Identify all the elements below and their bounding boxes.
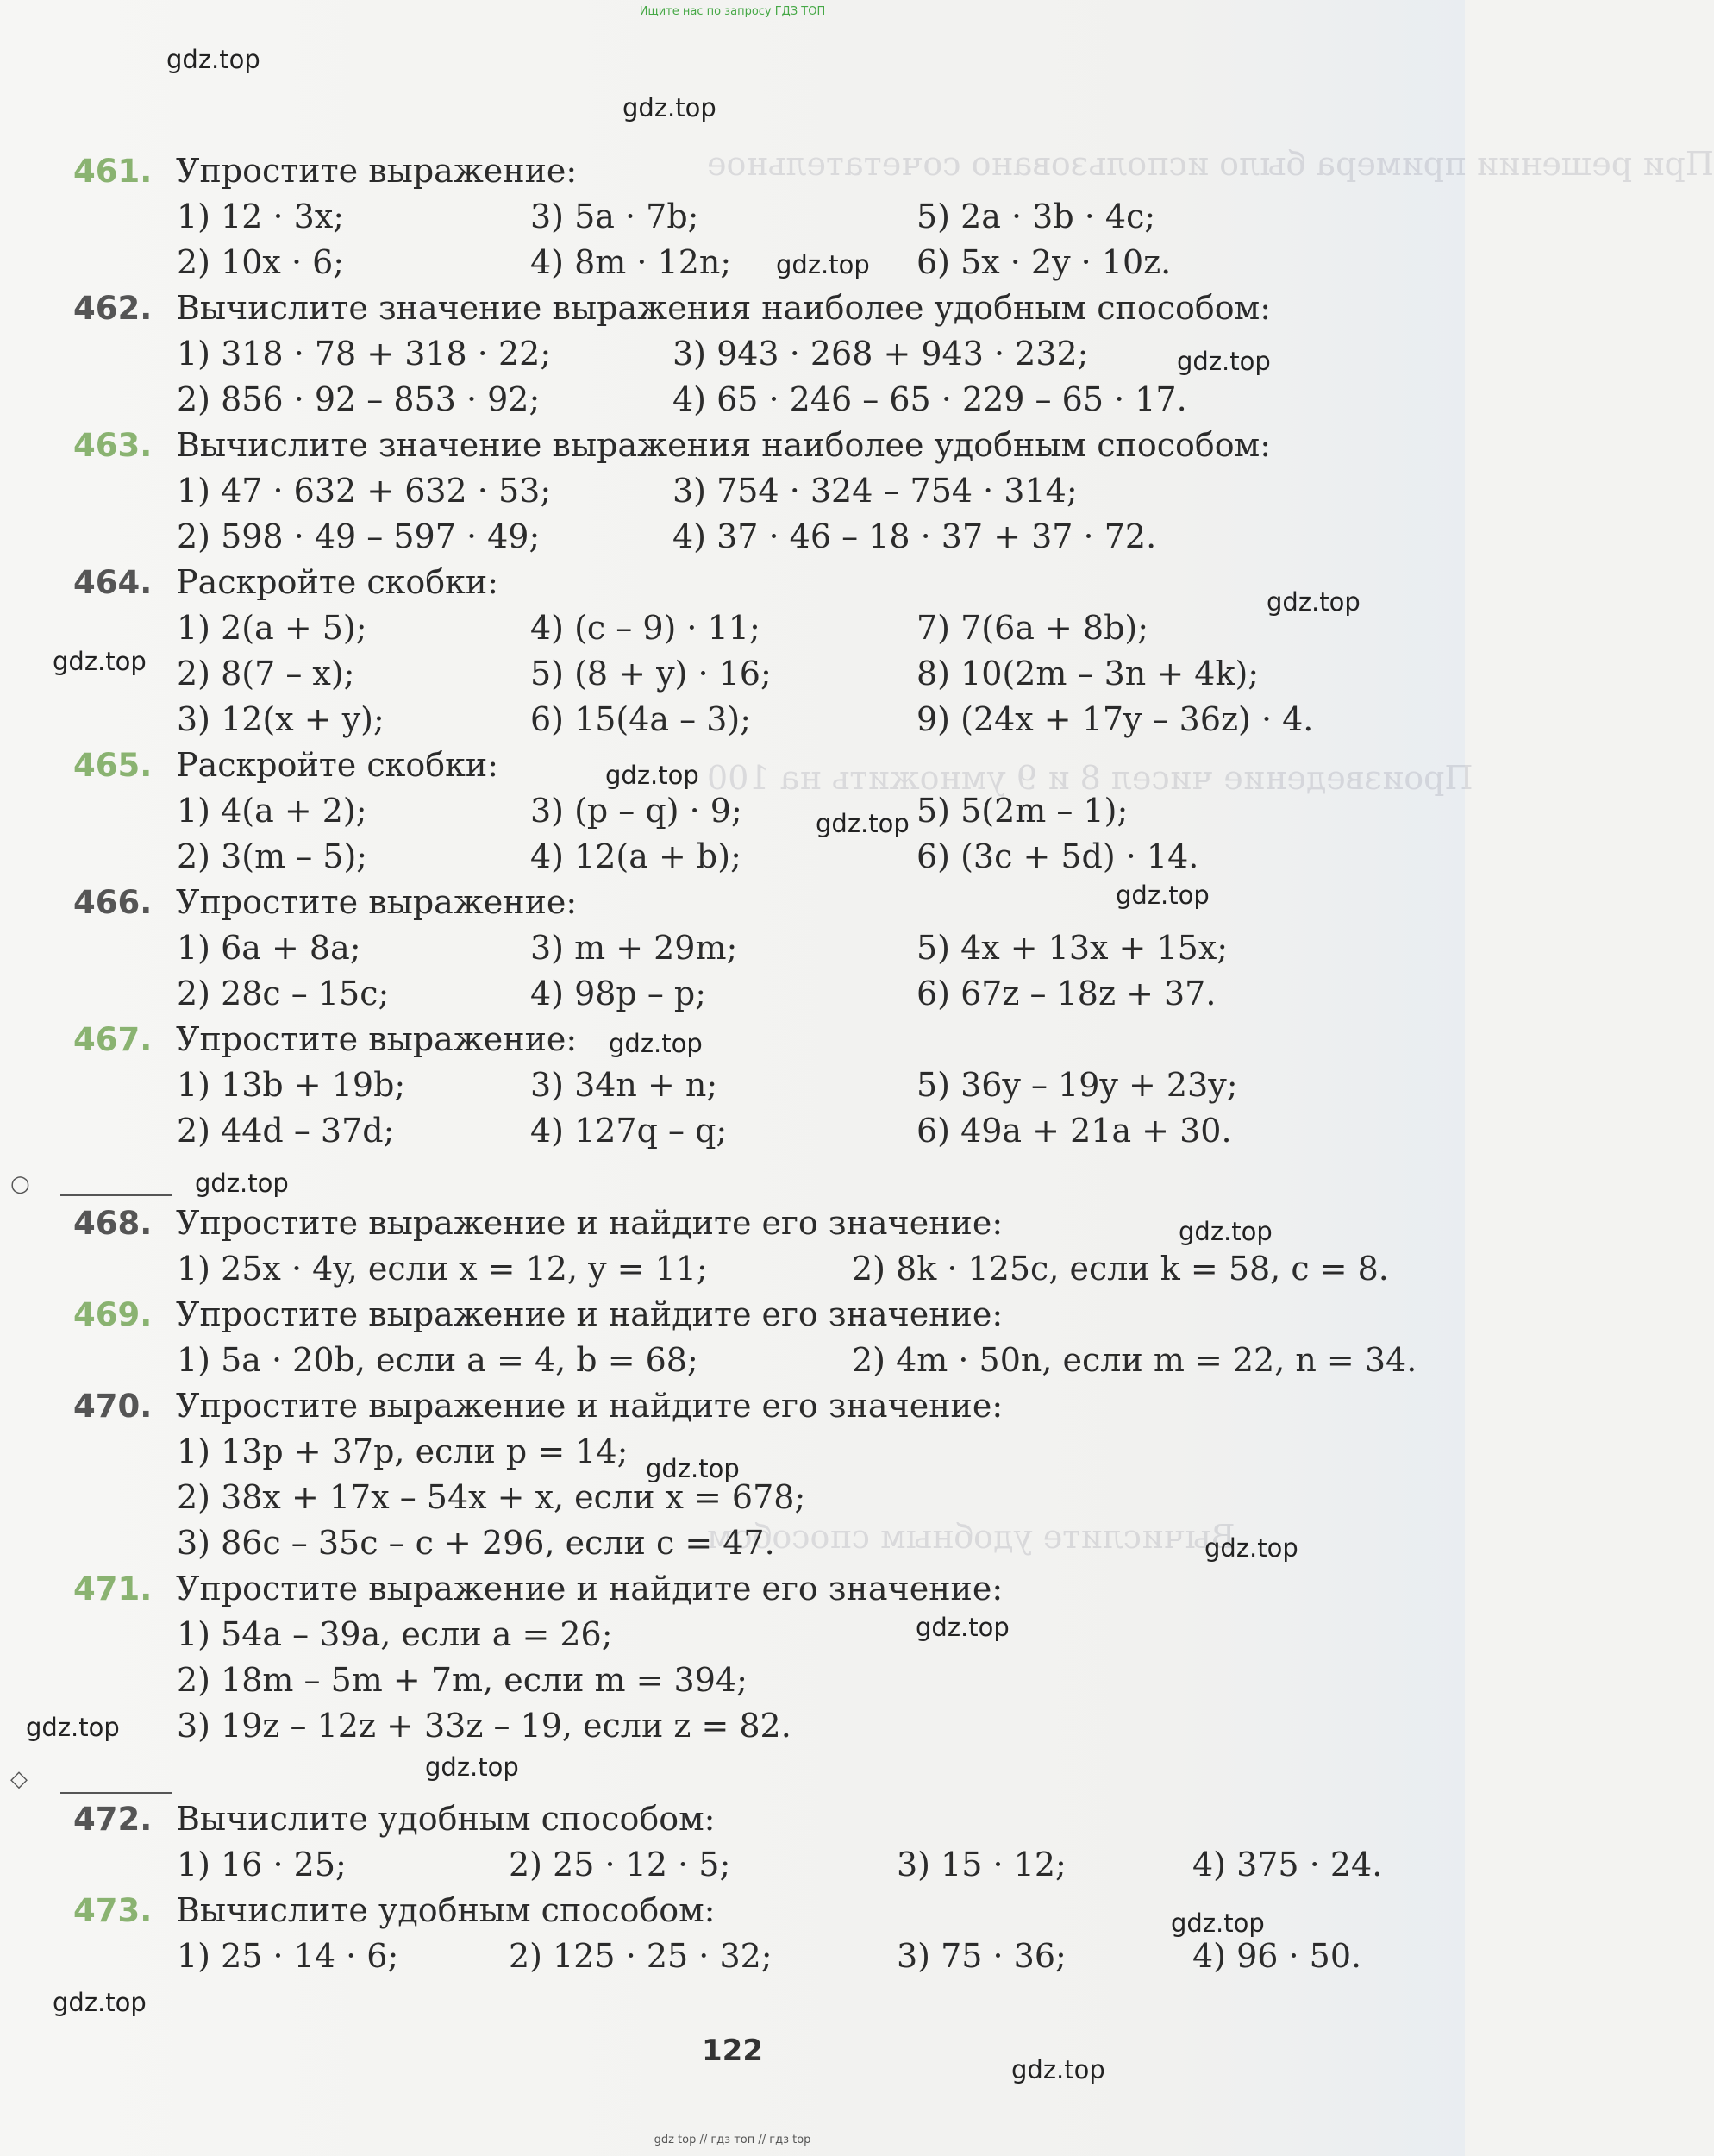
exercise-item: 1) 25 · 14 · 6;	[177, 1937, 399, 1975]
exercise-467	[73, 1020, 577, 1059]
exercise-item: 4) 96 · 50.	[1192, 1937, 1362, 1975]
exercise-item: 1) 12 · 3x;	[177, 197, 345, 235]
exercise-item: 2) 8k · 125c, если k = 58, c = 8.	[852, 1250, 1389, 1288]
watermark: gdz.top	[166, 45, 260, 74]
exercise-number: 466.	[73, 884, 153, 921]
exercise-item: 3) 75 · 36;	[897, 1937, 1067, 1975]
exercise-task: Вычислите удобным способом:	[176, 1800, 716, 1838]
watermark: gdz.top	[1116, 881, 1210, 910]
watermark: gdz.top	[609, 1029, 703, 1058]
watermark: gdz.top	[816, 809, 910, 838]
exercise-item: 5) 36y – 19y + 23y;	[916, 1066, 1238, 1104]
footer-note: gdz top // гдз топ // гдз top	[654, 2134, 811, 2147]
exercise-item: 5) 5(2m – 1);	[916, 792, 1129, 830]
exercise-item: 5) (8 + y) · 16;	[530, 655, 772, 693]
margin-divider	[60, 1792, 172, 1794]
exercise-item: 3) 15 · 12;	[897, 1846, 1067, 1883]
exercise-item: 1) 318 · 78 + 318 · 22;	[177, 335, 552, 373]
watermark: gdz.top	[1204, 1533, 1298, 1563]
exercise-468	[73, 1204, 1003, 1243]
exercise-task: Упростите выражение:	[176, 152, 578, 190]
exercise-item: 2) 3(m – 5);	[177, 837, 368, 875]
exercise-item: 1) 25x · 4y, если x = 12, y = 11;	[177, 1250, 708, 1288]
exercise-472	[73, 1800, 715, 1839]
exercise-item: 5) 2a · 3b · 4c;	[916, 197, 1156, 235]
exercise-item: 6) 49a + 21a + 30.	[916, 1112, 1232, 1150]
margin-divider	[60, 1194, 172, 1196]
exercise-item: 4) 127q – q;	[530, 1112, 728, 1150]
exercise-item: 3) 19z – 12z + 33z – 19, если z = 82.	[177, 1707, 791, 1745]
exercise-465	[73, 746, 498, 785]
exercise-item: 6) (3c + 5d) · 14.	[916, 837, 1199, 875]
exercise-item: 2) 18m – 5m + 7m, если m = 394;	[177, 1661, 748, 1699]
exercise-461	[73, 152, 577, 191]
watermark: gdz.top	[646, 1454, 740, 1483]
exercise-item: 6) 5x · 2y · 10z.	[916, 243, 1172, 281]
exercise-item: 4) 375 · 24.	[1192, 1846, 1383, 1883]
exercise-task: Раскройте скобки:	[176, 563, 499, 601]
exercise-item: 2) 125 · 25 · 32;	[509, 1937, 773, 1975]
exercise-number: 464.	[73, 564, 153, 601]
exercise-task: Раскройте скобки:	[176, 746, 499, 784]
exercise-number: 469.	[73, 1296, 153, 1333]
exercise-number: 470.	[73, 1388, 153, 1425]
exercise-task: Упростите выражение:	[176, 1020, 578, 1058]
exercise-item: 4) 65 · 246 – 65 · 229 – 65 · 17.	[672, 380, 1187, 418]
diamond-marker-icon: ◇	[10, 1766, 28, 1792]
exercise-task: Вычислите удобным способом:	[176, 1891, 716, 1929]
bleed-through-text: Произведение чисел 8 и 9 умножить на 100	[707, 759, 1473, 797]
bleed-through-text: Вычислите удобным способом	[707, 1518, 1235, 1556]
watermark: gdz.top	[1177, 347, 1271, 376]
watermark: gdz.top	[26, 1713, 120, 1742]
exercise-number: 467.	[73, 1021, 153, 1058]
exercise-item: 5) 4x + 13x + 15x;	[916, 929, 1229, 967]
exercise-item: 2) 10x · 6;	[177, 243, 345, 281]
exercise-item: 1) 5a · 20b, если a = 4, b = 68;	[177, 1341, 698, 1379]
exercise-item: 4) 8m · 12n;	[530, 243, 732, 281]
exercise-471	[73, 1570, 1003, 1608]
exercise-number: 468.	[73, 1205, 153, 1242]
watermark: gdz.top	[425, 1752, 519, 1782]
exercise-item: 3) 34n + n;	[530, 1066, 718, 1104]
exercise-task: Упростите выражение и найдите его значение:	[176, 1204, 1004, 1242]
exercise-item: 4) 37 · 46 – 18 · 37 + 37 · 72.	[672, 517, 1157, 555]
exercise-item: 1) 16 · 25;	[177, 1846, 347, 1883]
watermark: gdz.top	[53, 647, 147, 676]
exercise-item: 6) 15(4a – 3);	[530, 700, 752, 738]
exercise-item: 1) 6a + 8a;	[177, 929, 361, 967]
exercise-item: 3) (p – q) · 9;	[530, 792, 742, 830]
exercise-item: 4) (c – 9) · 11;	[530, 609, 760, 647]
exercise-number: 471.	[73, 1570, 153, 1608]
exercise-item: 1) 4(a + 2);	[177, 792, 367, 830]
exercise-item: 6) 67z – 18z + 37.	[916, 975, 1217, 1012]
watermark: gdz.top	[622, 93, 716, 122]
exercise-number: 463.	[73, 427, 153, 464]
exercise-item: 2) 8(7 – x);	[177, 655, 355, 693]
exercise-item: 3) 5a · 7b;	[530, 197, 699, 235]
exercise-item: 2) 4m · 50n, если m = 22, n = 34.	[852, 1341, 1417, 1379]
exercise-item: 3) m + 29m;	[530, 929, 738, 967]
watermark: gdz.top	[195, 1169, 289, 1198]
exercise-463	[73, 426, 1271, 465]
exercise-item: 8) 10(2m – 3n + 4k);	[916, 655, 1260, 693]
exercise-item: 4) 12(a + b);	[530, 837, 741, 875]
exercise-item: 7) 7(6a + 8b);	[916, 609, 1149, 647]
exercise-task: Упростите выражение:	[176, 883, 578, 921]
exercise-item: 3) 12(x + y);	[177, 700, 385, 738]
exercise-item: 2) 25 · 12 · 5;	[509, 1846, 731, 1883]
circle-marker-icon: ○	[10, 1171, 30, 1197]
exercise-number: 472.	[73, 1801, 153, 1838]
exercise-item: 2) 28c – 15c;	[177, 975, 390, 1012]
exercise-item: 3) 754 · 324 – 754 · 314;	[672, 472, 1078, 510]
exercise-item: 1) 13b + 19b;	[177, 1066, 406, 1104]
exercise-466	[73, 883, 577, 922]
exercise-item: 2) 38x + 17x – 54x + x, если x = 678;	[177, 1478, 806, 1516]
exercise-462	[73, 289, 1271, 328]
exercise-number: 461.	[73, 153, 153, 190]
exercise-number: 473.	[73, 1892, 153, 1929]
exercise-task: Упростите выражение и найдите его значение:	[176, 1387, 1004, 1425]
exercise-task: Упростите выражение и найдите его значение:	[176, 1295, 1004, 1333]
watermark: gdz.top	[1011, 2055, 1105, 2084]
watermark: gdz.top	[605, 761, 699, 790]
watermark: gdz.top	[53, 1988, 147, 2017]
page-number: 122	[702, 2034, 763, 2068]
exercise-464	[73, 563, 498, 602]
exercise-item: 1) 2(a + 5);	[177, 609, 367, 647]
watermark: gdz.top	[1171, 1908, 1265, 1938]
header-note: Ищите нас по запросу ГДЗ ТОП	[639, 5, 826, 18]
bleed-through-text: При решении примера было использовано сочетательное	[707, 145, 1714, 183]
exercise-item: 2) 856 · 92 – 853 · 92;	[177, 380, 541, 418]
exercise-item: 1) 47 · 632 + 632 · 53;	[177, 472, 552, 510]
exercise-number: 462.	[73, 290, 153, 327]
exercise-number: 465.	[73, 747, 153, 784]
exercise-item: 1) 54a – 39a, если a = 26;	[177, 1615, 613, 1653]
exercise-470	[73, 1387, 1003, 1426]
exercise-task: Вычислите значение выражения наиболее удобным способом:	[176, 426, 1272, 464]
exercise-item: 1) 13p + 37p, если p = 14;	[177, 1432, 629, 1470]
exercise-469	[73, 1295, 1003, 1334]
exercise-task: Вычислите значение выражения наиболее удобным способом:	[176, 289, 1272, 327]
watermark: gdz.top	[1267, 587, 1361, 617]
watermark: gdz.top	[1179, 1217, 1273, 1246]
exercise-item: 2) 598 · 49 – 597 · 49;	[177, 517, 541, 555]
watermark: gdz.top	[776, 250, 870, 279]
exercise-item: 3) 86c – 35c – c + 296, если c = 47.	[177, 1524, 775, 1562]
exercise-item: 3) 943 · 268 + 943 · 232;	[672, 335, 1089, 373]
exercise-473	[73, 1891, 715, 1930]
exercise-item: 2) 44d – 37d;	[177, 1112, 395, 1150]
exercise-item: 9) (24x + 17y – 36z) · 4.	[916, 700, 1314, 738]
watermark: gdz.top	[916, 1613, 1010, 1642]
exercise-item: 4) 98p – p;	[530, 975, 707, 1012]
exercise-task: Упростите выражение и найдите его значение:	[176, 1570, 1004, 1608]
